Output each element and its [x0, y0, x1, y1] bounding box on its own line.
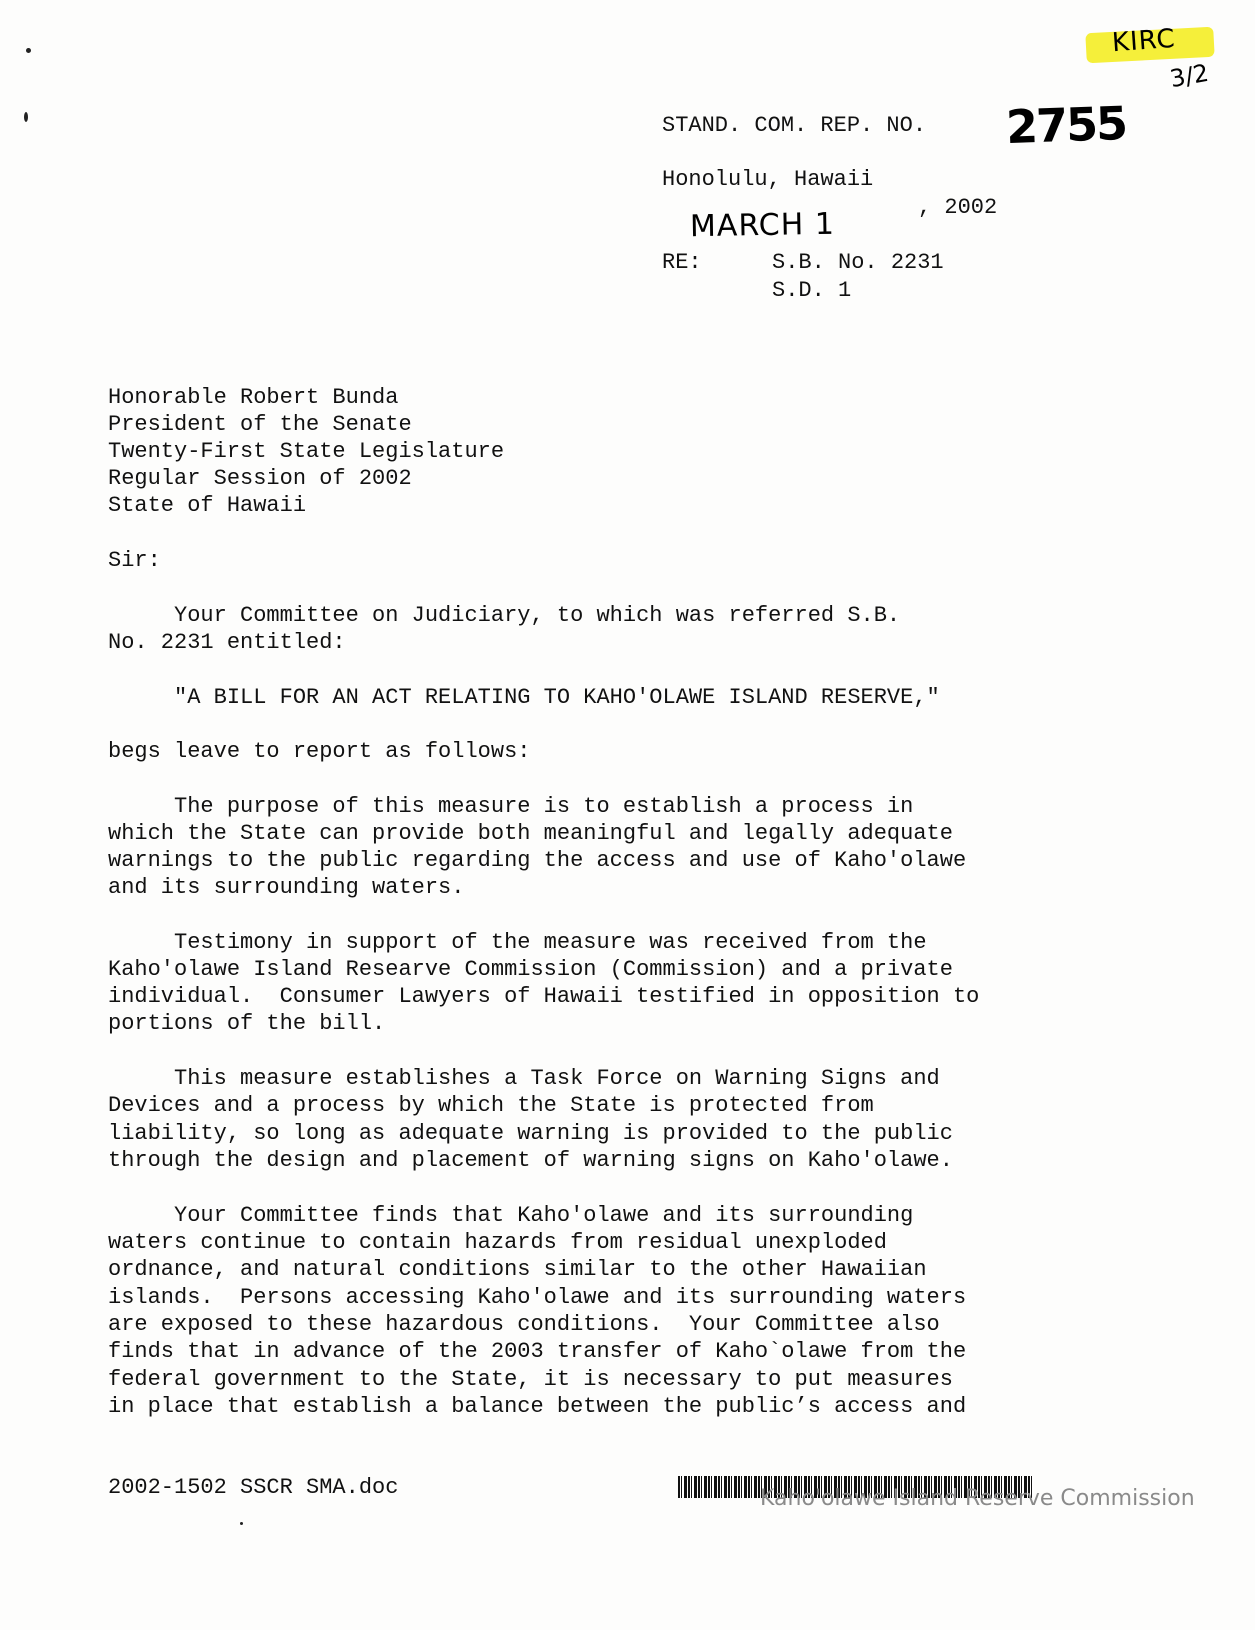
body-line: in place that establish a balance between the public’s access and: [108, 1394, 967, 1419]
body-line: This measure establishes a Task Force on Warning Signs and: [108, 1066, 940, 1091]
body-line: islands. Persons accessing Kaho'olawe and its surrounding waters: [108, 1285, 967, 1310]
kirc-handwritten-date: 3/2: [1167, 58, 1211, 94]
scan-speck: [24, 112, 28, 122]
body-line: No. 2231 entitled:: [108, 630, 346, 655]
bill-number: S.B. No. 2231: [772, 250, 944, 275]
body-line: Devices and a process by which the State is protected from: [108, 1093, 874, 1118]
senate-draft: S.D. 1: [772, 278, 852, 303]
body-line: Testimony in support of the measure was received from the: [108, 930, 927, 955]
report-number-handwritten: 2755: [1005, 95, 1127, 155]
addressee-line: Honorable Robert Bunda: [108, 385, 399, 410]
addressee-line: President of the Senate: [108, 412, 412, 437]
date-handwritten: MARCH 1: [689, 206, 836, 245]
body-line: warnings to the public regarding the access and use of Kaho'olawe: [108, 848, 967, 873]
addressee-line: State of Hawaii: [108, 493, 307, 518]
body-line: finds that in advance of the 2003 transfer of Kaho`olawe from the: [108, 1339, 967, 1364]
location-line: Honolulu, Hawaii: [662, 167, 874, 192]
body-line: portions of the bill.: [108, 1011, 386, 1036]
body-line: ordnance, and natural conditions similar to the other Hawaiian: [108, 1257, 927, 1282]
kirc-handwritten-label: KIRC: [1111, 23, 1177, 59]
salutation: Sir:: [108, 548, 161, 573]
scan-speck: [26, 48, 31, 53]
body-line: begs leave to report as follows:: [108, 739, 531, 764]
report-number-label: STAND. COM. REP. NO.: [662, 113, 927, 138]
body-line: which the State can provide both meaningful and legally adequate: [108, 821, 953, 846]
body-line: federal government to the State, it is necessary to put measures: [108, 1367, 953, 1392]
re-label: RE:: [662, 250, 702, 275]
bleed-through-mark: [100, 58, 132, 119]
body-line: are exposed to these hazardous conditions. Your Committee also: [108, 1312, 940, 1337]
body-line: Your Committee on Judiciary, to which was referred S.B.: [108, 603, 901, 628]
body-line: and its surrounding waters.: [108, 875, 465, 900]
date-year: , 2002: [918, 195, 998, 220]
body-line: liability, so long as adequate warning is provided to the public: [108, 1121, 953, 1146]
body-line: The purpose of this measure is to establish a process in: [108, 794, 914, 819]
bill-title: "A BILL FOR AN ACT RELATING TO KAHO'OLAWE ISLAND RESERVE,": [108, 685, 940, 710]
addressee-line: Regular Session of 2002: [108, 466, 412, 491]
archive-watermark: Kaho'olawe Island Reserve Commission: [760, 1486, 1195, 1511]
addressee-line: Twenty-First State Legislature: [108, 439, 505, 464]
scan-speck: [240, 1522, 243, 1525]
body-line: individual. Consumer Lawyers of Hawaii testified in opposition to: [108, 984, 980, 1009]
body-line: through the design and placement of warning signs on Kaho'olawe.: [108, 1148, 953, 1173]
body-line: Kaho'olawe Island Researve Commission (Commission) and a private: [108, 957, 953, 982]
body-line: Your Committee finds that Kaho'olawe and its surrounding: [108, 1203, 914, 1228]
body-line: waters continue to contain hazards from residual unexploded: [108, 1230, 887, 1255]
document-filename: 2002-1502 SSCR SMA.doc: [108, 1475, 399, 1500]
